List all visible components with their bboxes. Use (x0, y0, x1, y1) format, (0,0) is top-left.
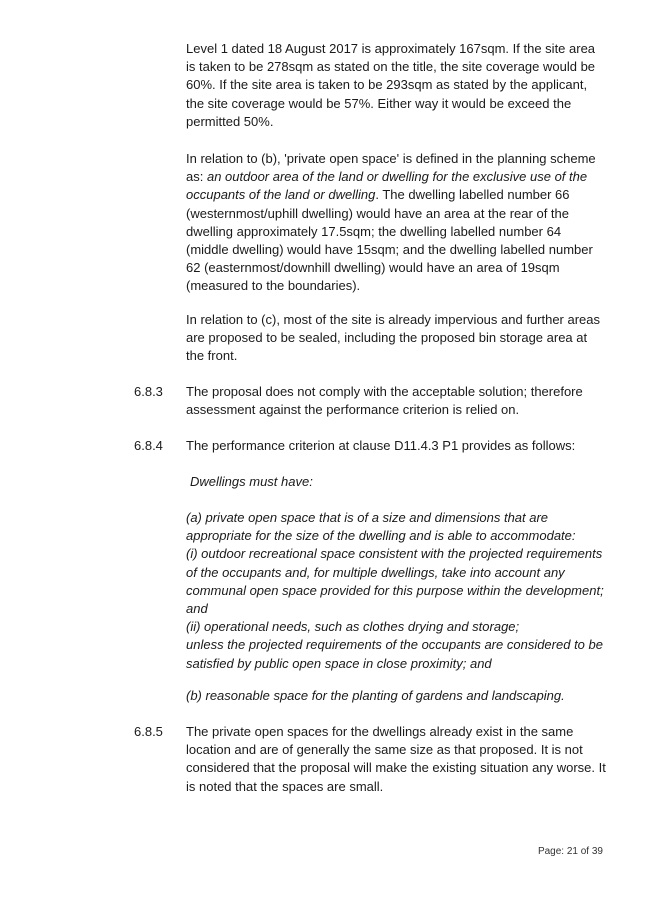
paragraph-b-lead: In relation to (b), 'private open space' is defined in the planning scheme as: (186, 151, 596, 185)
quote-item-ii: (ii) operational needs, such as clothes drying and storage; (186, 619, 520, 635)
continuation-paragraph: Level 1 dated 18 August 2017 is approximately 167sqm. If the site area is taken to be 278sqm as stated on the title, the site coverage would be 60%. If the site area is taken to be 293sqm as stated by the applicant, the site coverage would be 57%. Either way it would be exceed the permitted 50%. (186, 41, 596, 129)
private-open-space-definition: an outdoor area of the land or dwelling for the exclusive use of the occupants of the land or dwelling (186, 169, 588, 203)
section-number-6-8-5: 6.8.5 (134, 724, 163, 739)
paragraph-c: In relation to (c), most of the site is already impervious and further areas are proposed to be sealed, including the proposed bin storage area at the front. (186, 312, 601, 364)
quote-block (186, 509, 606, 673)
paragraph-b (186, 150, 606, 296)
quote-item-b: (b) reasonable space for the planting of gardens and landscaping. (186, 688, 565, 703)
quote-item-a: (a) private open space that is of a size and dimensions that are appropriate for the size of the dwelling and is able to accommodate: (186, 510, 576, 544)
section-text-6-8-4: The performance criterion at clause D11.4.3 P1 provides as follows: (186, 438, 576, 453)
paragraph-b-rest: . The dwelling labelled number 66 (westernmost/uphill dwelling) would have an area at the rear of the dwelling approximately 17.5sqm; the dwelling labelled number 64 (middle dwelling) would have 15sqm; and the dwelling labelled number 62 (easternmost/downhill dwelling) would have an area of 19sqm (measured to the boundaries). (186, 187, 593, 294)
quote-item-i: (i) outdoor recreational space consistent with the projected requirements of the occupants and, for multiple dwellings, take into account any communal open space provided for this purpose within the development; and (186, 546, 604, 617)
section-text-6-8-3: The proposal does not comply with the acceptable solution; therefore assessment against the performance criterion is relied on. (186, 384, 583, 418)
section-number-6-8-3: 6.8.3 (134, 384, 163, 399)
quote-unless: unless the projected requirements of the occupants are considered to be satisfied by public open space in close proximity; and (186, 637, 603, 671)
section-number-6-8-4: 6.8.4 (134, 438, 163, 453)
quote-intro: Dwellings must have: (190, 474, 313, 489)
page-number-footer: Page: 21 of 39 (537, 846, 603, 857)
section-text-6-8-5: The private open spaces for the dwellings already exist in the same location and are of generally the same size as that proposed. It is not considered that the proposal will make the existing situation any worse. It is noted that the spaces are small. (186, 724, 606, 794)
